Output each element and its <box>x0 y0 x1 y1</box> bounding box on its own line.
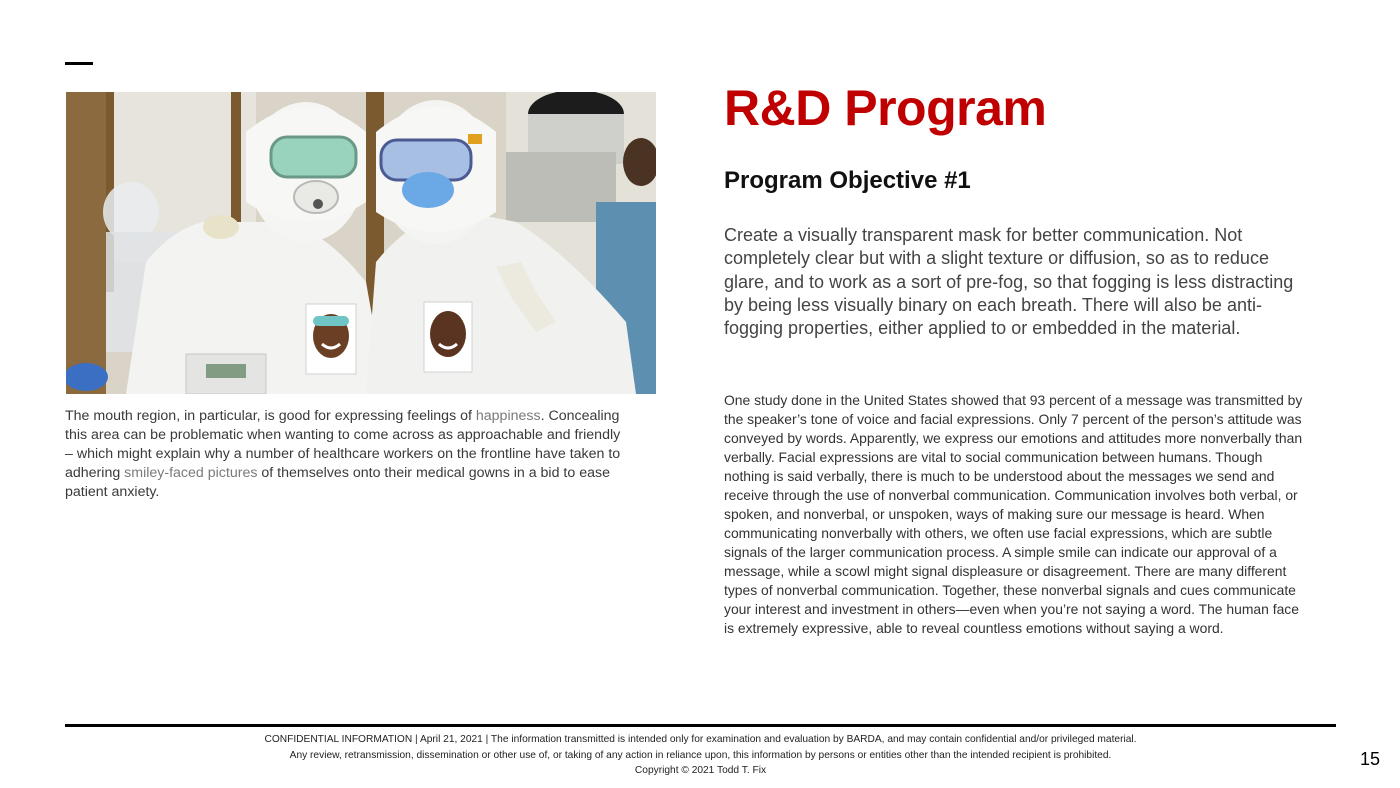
footer-copyright: Copyright © 2021 Todd T. Fix <box>634 765 767 776</box>
top-accent-dash <box>65 62 93 65</box>
slide-title: R&D Program <box>724 80 1047 136</box>
footer-divider <box>65 724 1336 727</box>
caption-text-3: of themselves onto their medical gowns in a bid to ease patient anxiety. <box>65 465 610 500</box>
caption-text-1: The mouth region, in particular, is good for expressing feelings of <box>65 408 476 424</box>
healthcare-workers-photo <box>66 92 656 394</box>
happiness-link[interactable]: happiness <box>475 408 541 424</box>
footer-line-1: CONFIDENTIAL INFORMATION | April 21, 2021 | The information transmitted is intended only for examination and evaluation by BARDA, and may contain confidential and/or privileged material. <box>264 734 1137 745</box>
study-paragraph: One study done in the United States showed that 93 percent of a message was transmitted by the speaker’s tone of voice and facial expressions. Only 7 percent of the person’s attitude was conveyed by words. Apparently, we express our emotions and attitudes more nonverbally than verbally. Facial expressions are vital to social communication between humans. Though nothing is said verbally, there is much to be understood about the messages we send and receive through the use of nonverbal communication. Communication involves both verbal, or spoken, and nonverbal, or unspoken, ways of making sure our message is heard. When communicating nonverbally with others, we often use facial expressions, which are subtle signals of the larger communication process. A simple smile can indicate our approval of a message, while a scowl might signal displeasure or disagreement. There are many different types of nonverbal communication. Together, these nonverbal signals and cues communicate your interest and investment in others—even when you’re not saying a word. The human face is extremely expressive, able to reveal countless emotions without saying a word. <box>724 392 1303 636</box>
objective-paragraph: Create a visually transparent mask for better communication. Not completely clear but with a slight texture or diffusion, so as to reduce glare, and to work as a sort of pre-fog, so that fogging is less distracting by being less visually binary on each breath. There will also be anti-fogging properties, either applied to or embedded in the material. <box>724 225 1294 339</box>
page-number: 15 <box>1360 749 1381 769</box>
slide-subtitle: Program Objective #1 <box>724 167 971 194</box>
smiley-faced-pictures-link[interactable]: smiley-faced pictures <box>124 465 258 481</box>
confidentiality-footer <box>65 732 1336 779</box>
footer-line-2: Any review, retransmission, dissemination or other use of, or taking of any action in reliance upon, this information by persons or entities other than the intended recipient is prohibited. <box>289 749 1112 761</box>
photo-caption <box>65 407 625 502</box>
caption-text-2: . Concealing this area can be problematic when wanting to come across as approachable and friendly – which might explain why a number of healthcare workers on the frontline have taken to adhering <box>65 408 621 481</box>
